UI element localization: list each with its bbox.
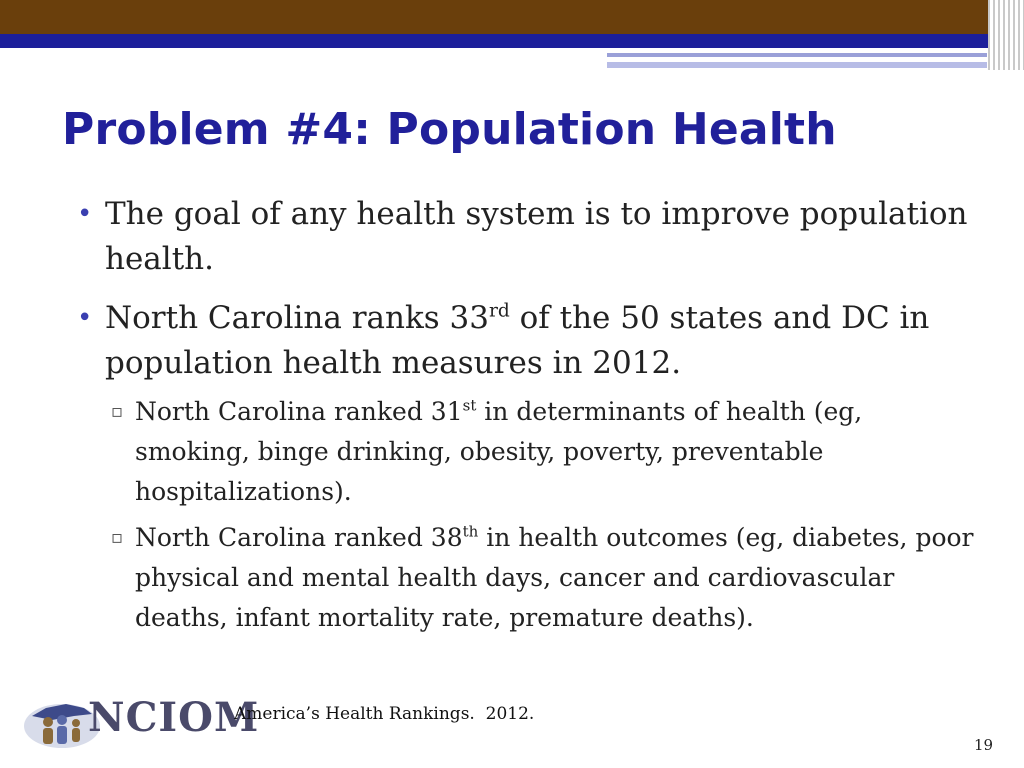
sub-bullet-determinants (105, 392, 975, 512)
sub-bullet-determinants-before: North Carolina ranked 31 (135, 397, 463, 426)
blue-accent-band (0, 34, 1024, 48)
corner-stripes (988, 0, 1024, 70)
bullet-ranking-text-after: of the 50 states and DC in population health measures in 2012. (105, 300, 930, 381)
slide-title: Problem #4: Population Health (62, 104, 837, 155)
citation: America’s Health Rankings. 2012. (234, 704, 535, 724)
bullet-goal (75, 192, 975, 282)
sub-bullet-determinants-sup: st (462, 396, 477, 415)
bullet-ranking (75, 296, 975, 638)
logo-text: NCIOM (88, 694, 260, 741)
sub-bullet-outcomes-sup: th (462, 522, 479, 541)
bullet-ranking-text-before: North Carolina ranks 33 (105, 300, 489, 336)
top-brown-band (0, 0, 1024, 34)
sub-bullet-determinants-after: in determinants of health (eg, smoking, binge drinking, obesity, poverty, preventable hospitalizations). (135, 397, 863, 506)
bullet-list (75, 192, 975, 652)
sub-bullet-outcomes (105, 518, 975, 638)
bullet-goal-text: The goal of any health system is to improve population health. (105, 196, 968, 277)
accent-line-upper (607, 53, 987, 57)
accent-line-lower (607, 62, 987, 68)
sub-bullet-list (105, 392, 975, 638)
sub-bullet-outcomes-after: in health outcomes (eg, diabetes, poor physical and mental health days, cancer and cardiovascular deaths, infant mortality rate, premature deaths). (135, 523, 974, 632)
bullet-ranking-sup: rd (488, 300, 510, 322)
page-number: 19 (974, 736, 994, 754)
sub-bullet-outcomes-before: North Carolina ranked 38 (135, 523, 463, 552)
